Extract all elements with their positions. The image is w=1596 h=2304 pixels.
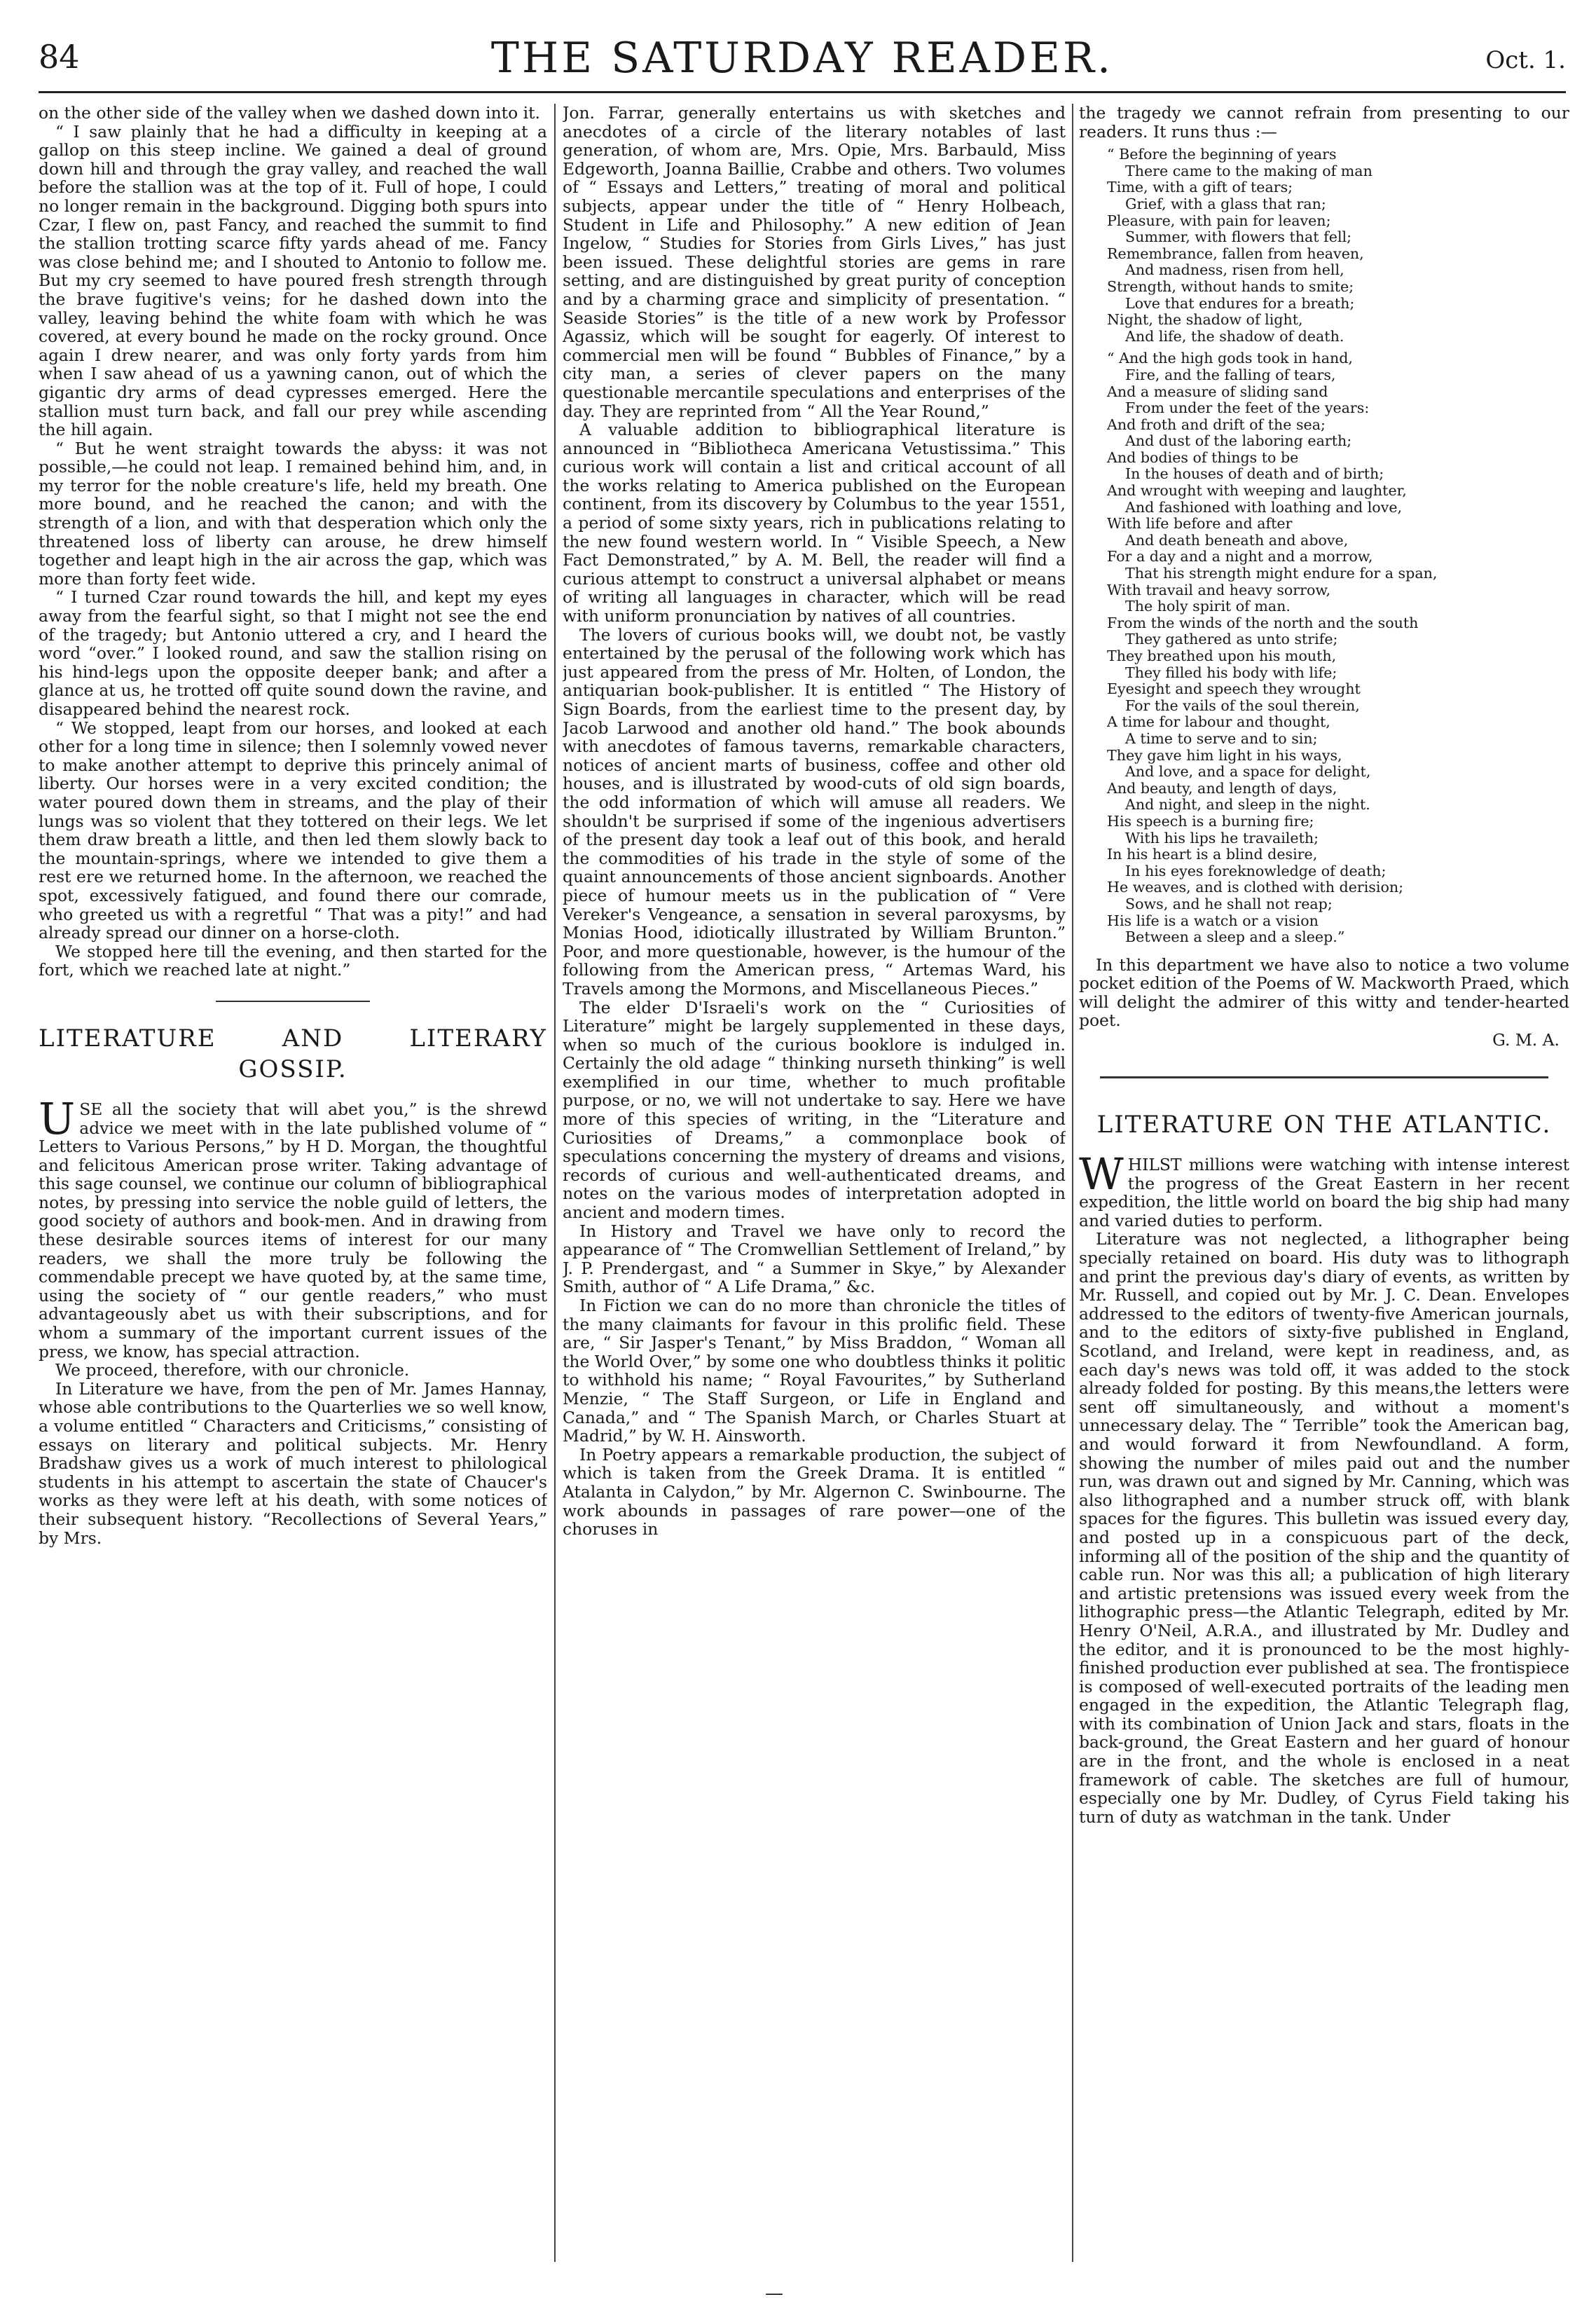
poem-line: That his strength might endure for a span, [1125,565,1438,582]
article-paragraph: We stopped here till the evening, and then started for the fort, which we reached late at night.” [39,941,547,980]
article-paragraph: on the other side of the valley when we dashed down into it. [39,104,540,123]
section-heading: LITERATURE AND LITERARY GOSSIP. [39,1024,547,1083]
article-paragraph: A valuable addition to bibliographical literature is announced in “Bibliotheca Americana Vetustissima.” This curious work will contain a list and critical account of all the works relating to America published on the European continent, from its discovery by Columbus to the year 1551, a period of some sixty years, rich in publications relating to the new found western world. In “ Visible Speech, a New Fact Demonstrated,” by A. M. Bell, the reader will find a curious attempt to construct a universal alphabet or means of writing all languages in character, which will be read with uniform pronunciation by natives of all countries. [563,420,1066,626]
article-paragraph: In Literature we have, from the pen of Mr. James Hannay, whose able contributions to the Quarterlies we so well know, a volume entitled “ Characters and Criticisms,” consisting of essays on literary and political subjects. Mr. Henry Bradshaw gives us a work of much interest to philological students in his attempt to ascertain the state of Chaucer's works as they were left at his death, with some notices of their subsequent history. “Recollections of Several Years,” by Mrs. [39,1378,547,1548]
section-separator [216,1001,370,1002]
column-divider [554,104,556,2262]
poem-line: Strength, without hands to smite; [1107,277,1354,295]
poem-line: His life is a watch or a vision [1107,912,1319,929]
poem-line: A time to serve and to sin; [1125,729,1318,747]
header-rule [39,91,1566,93]
article-paragraph: Jon. Farrar, generally entertains us with sketches and anecdotes of a circle of the literary notables of last generation, of whom are, Mrs. Opie, Mrs. Barbauld, Miss Edgeworth, Joanna Baillie, Crabbe and others. Two volumes of “ Essays and Letters,” treating of moral and political subjects, appear under the title of “ Henry Holbeach, Student in Life and Philosophy.” A new edition of Jean Ingelow, “ Studies for Stories from Girls Lives,” has just been issued. These delightful stories are gems in rare setting, and are distinguished by great purity of conception and by a charming grace and simplicity of presentation. “ Seaside Stories” is the title of a new work by Professor Agassiz, which will be sought for eagerly. Of interest to commercial men will be found “ Bubbles of Finance,” by a city man, a series of clever papers on the many questionable mercantile speculations and enterprises of the day. They are reprinted from “ All the Year Round,” [563,104,1066,421]
poem-line: They gathered as unto strife; [1125,631,1338,648]
drop-cap: U [39,1092,76,1144]
poem-line: And death beneath and above, [1125,531,1349,549]
article-paragraph: The elder D'Israeli's work on the “ Curiosities of Literature” might be largely supplemented in these days, when so much of the curious booklore is indulged in. Certainly the old adage “ thinking nurseth thinking” is well exemplified in our time, whether to much profitable purpose, or no, we will not undertake to say. Here we have more of this species of writing, in the “Literature and Curiosities of Dreams,” a commonplace book of speculations concerning the mystery of dreams and visions, records of curious and well-authenticated dreams, and notes on the various modes of interpretation adopted in ancient and modern times. [563,997,1066,1223]
article-paragraph [39,1092,547,1362]
poem-line: His speech is a burning fire; [1107,812,1314,830]
poem-line: With his lips he travaileth; [1125,829,1319,846]
poem-line: They filled his body with life; [1125,664,1337,681]
poem-line: “ Before the beginning of years [1107,146,1337,163]
poem-line: And dust of the laboring earth; [1125,432,1352,450]
poem-line: Fire, and the falling of tears, [1125,366,1336,383]
drop-cap: W [1079,1148,1124,1200]
article-paragraph: We proceed, therefore, with our chronicle. [55,1360,410,1380]
newspaper-title: THE SATURDAY READER. [490,34,1114,83]
issue-date: Oct. 1. [1485,46,1566,74]
poem-line: And night, and sleep in the night. [1125,796,1370,814]
poem-line: With life before and after [1107,515,1293,533]
article-paragraph: Literature was not neglected, a lithographer being specially retained on board. His duty was to lithograph and print the previous day's diary of events, as written by Mr. Russell, and copied out by Mr. J. C. Dean. Envelopes addressed to the editors of twenty-five American journals, and to the editors of sixty-five published in England, Scotland, and Ireland, were kept in readiness, and, as each day's news was told off, it was added to the stock already folded for posting. By this means,the letters were sent off simultaneously, and without a moment's unnecessary delay. The “ Terrible” took the American bag, and would forward it from Newfoundland. A form, showing the number of miles paid out and the number run, was drawn out and signed by Mr. Canning, which was also lithographed and a number struck off, with blank spaces for the figures. This bulletin was issued every day, and posted up in a conspicuous part of the deck, informing all of the position of the ship and the quantity of cable run. Nor was this all; a publication of high literary and artistic pretensions was issued every week from the lithographic press—the Atlantic Telegraph, edited by Mr. Henry O'Neil, A.R.A., and illustrated by Mr. Dudley and the editor, and it is pronounced to be the most highly-finished production ever published at sea. The frontispiece is composed of well-executed portraits of the leading men engaged in the expedition, the Atlantic Telegraph flag, with its combination of Union Jack and stars, floats in the back-ground, the Great Eastern and her guard of honour are in the front, and the whole is enclosed in a neat framework of cable. The sketches are full of humour, especially one by Mr. Dudley, of Cyrus Field taking his turn of duty as watchman in the tank. Under [1079,1229,1569,1827]
poem-line: With travail and heavy sorrow, [1107,581,1331,598]
masthead [39,28,1566,91]
article-paragraph [1079,1148,1569,1230]
article-paragraph: The lovers of curious books will, we doubt not, be vastly entertained by the perusal of the following work which has just appeared from the press of Mr. Holten, of London, the antiquarian book-publisher. It is entitled “ The History of Sign Boards, from the earliest time to the present day, by Jacob Larwood and another old hand.” The book abounds with anecdotes of famous taverns, remarkable characters, notices of ancient marts of business, coffee and other old houses, and is illustrated by wood-cuts of old sign boards, the odd information of which will amuse all readers. We shouldn't be surprised if some of the ingenious advertisers of the present day took a leaf out of this book, and herald the commodities of his trade in the style of some of the quaint announcements of those ancient signboards. Another piece of humour meets us in the publication of “ Vere Vereker's Vengeance, a sensation in several paroxysms, by Monias Hood, idiotically illustrated by William Brunton.” Poor, and more questionable, however, is the humour of the following from the American press, “ Artemas Ward, his Travels among the Mormons, and Miscellaneous Pieces.” [563,624,1066,999]
article-paragraph: In Poetry appears a remarkable production, the subject of which is taken from the Greek Drama. It is entitled “ Atalanta in Calydon,” by Mr. Algernon C. Swinbourne. The work abounds in passages of rare power—one of the choruses in [563,1444,1066,1540]
author-signature: G. M. A. [1492,1030,1560,1050]
paragraph-text: HILST millions were watching with intense interest the progress of the Great Eastern in her recent expedition, the little world on board the big ship had many and varied duties to perform. [1079,1155,1569,1230]
section-heading: LITERATURE ON THE ATLANTIC. [1096,1111,1552,1139]
article-paragraph: In this department we have also to notice a two volume pocket edition of the Poems of W. Mackworth Praed, which will delight the admirer of this witty and tender-hearted poet. [1079,954,1569,1031]
poem-line: Remembrance, fallen from heaven, [1107,245,1364,262]
column-2 [563,104,1066,2262]
poem-line: And froth and drift of the sea; [1107,416,1326,433]
poem-line: They gave him light in his ways, [1107,746,1342,764]
page-number: 84 [39,38,80,76]
poem-line: Sows, and he shall not reap; [1125,895,1333,912]
poem-line: In his heart is a blind desire, [1107,846,1318,863]
poem-line: Time, with a gift of tears; [1107,179,1293,196]
poem-line: “ And the high gods took in hand, [1107,350,1353,367]
column-3 [1079,104,1569,2262]
article-paragraph: “ I turned Czar round towards the hill, and kept my eyes away from the fearful sight, so that I might not see the end of the tragedy; but Antonio uttered a cry, and I heard the word “over.” I looked round, and saw the stallion rising on his hind-legs upon the opposite deeper bank; and after a glance at us, he trotted off quite sound down the ravine, and disappeared behind the nearest rock. [39,587,547,719]
poem-line: And love, and a space for delight, [1125,763,1371,781]
poem-line: Between a sleep and a sleep.” [1125,928,1345,946]
poem-block [1107,146,1569,946]
column-1 [39,104,547,2262]
poem-line: Night, the shadow of light, [1107,311,1303,329]
footer-mark: — [765,2283,783,2304]
poem-line: There came to the making of man [1125,162,1373,179]
poem-line: And beauty, and length of days, [1107,779,1337,797]
poem-line: From the winds of the north and the south [1107,614,1419,631]
poem-line: A time for labour and thought, [1107,713,1330,731]
poem-line: For a day and a night and a morrow, [1107,548,1373,565]
poem-line: And bodies of things to be [1107,448,1299,466]
column-divider [1072,104,1073,2262]
article-paragraph: In History and Travel we have only to record the appearance of “ The Cromwellian Settlement of Ireland,” by J. P. Prendergast, and “ a Summer in Skye,” by Alexander Smith, author of “ A Life Drama,” &c. [563,1221,1066,1297]
poem-line: And a measure of sliding sand [1107,383,1328,400]
poem-line: The holy spirit of man. [1125,598,1291,615]
poem-line: Summer, with flowers that fell; [1125,228,1352,246]
poem-line: Love that endures for a breath; [1125,294,1355,312]
poem-line: From under the feet of the years: [1125,399,1370,417]
poem-line: And fashioned with loathing and love, [1125,498,1403,516]
poem-line: Pleasure, with pain for leaven; [1107,212,1331,229]
paragraph-text: SE all the society that will abet you,” is the shrewd advice we meet with in the late published volume of “ Letters to Various Persons,” by H D. Morgan, the thoughtful and felicitous American prose writer. Taking advantage of this sage counsel, we continue our column of bibliographical notes, by pressing into service the noble guild of letters, the good society of authors and book-men. And in drawing from these desirable sources items of interest for our many readers, we shall the more truly be following the commendable precept we have quoted by, at the same time, using the society of “ our gentle readers,” who must advantageously abet us with their subscriptions, and for whom a summary of the important current issues of the press, we know, has special attraction. [39,1099,547,1362]
poem-line: And life, the shadow of death. [1125,327,1344,345]
article-paragraph: “ But he went straight towards the abyss: it was not possible,—he could not leap. I remained behind him, and, in my terror for the noble creature's life, held my breath. One more bound, and he reached the canon; and with the strength of a lion, and with that desperation which only the threatened loss of liberty can arouse, he drew himself together and leapt high in the air across the gap, which was more than forty feet wide. [39,438,547,589]
section-separator [1100,1076,1548,1078]
poem-line: They breathed upon his mouth, [1107,647,1337,664]
article-paragraph: “ We stopped, leapt from our horses, and looked at each other for a long time in silence; then I solemnly vowed never to make another attempt to deprive this princely animal of liberty. Our horses were in a very excited condition; the water poured down them in streams, and the play of their lungs was so violent that they tottered on their legs. We let them draw breath a little, and then led them slowly back to the mountain-springs, where we intended to give them a rest ere we returned home. In the afternoon, we reached the spot, excessively fatigued, and found there our comrade, who greeted us with a regretful “ That was a pity!” and had already spread our dinner on a horse-cloth. [39,718,547,943]
poem-line: In the houses of death and of birth; [1125,465,1384,483]
poem-line: And madness, risen from hell, [1125,261,1344,279]
article-paragraph: “ I saw plainly that he had a difficulty in keeping at a gallop on this steep incline. We gained a deal of ground down hill and through the gray valley, and reached the wall before the stallion was at the top of it. Full of hope, I could no longer remain in the background. Digging both spurs into Czar, I flew on, past Fancy, and reached the summit to find the stallion trotting scarce fifty yards ahead of me. Fancy was close behind me; and I shouted to Antonio to follow me. But my cry seemed to have poured fresh strength through the brave fugitive's veins; for he dashed down into the valley, leaving behind the white foam with which he was covered, at every bound he made on the rocky ground. Once again I drew nearer, and was only forty yards from him when I saw ahead of us a yawning canon, out of which the gigantic dry arms of dead cypresses emerged. Here the stallion must turn back, and fall our prey while ascending the hill again. [39,121,547,440]
poem-line: Eyesight and speech they wrought [1107,680,1361,698]
poem-line: In his eyes foreknowledge of death; [1125,862,1387,879]
poem-line: Grief, with a glass that ran; [1125,195,1326,212]
article-paragraph: In Fiction we can do no more than chronicle the titles of the many claimants for favour in this prolific field. These are, “ Sir Jasper's Tenant,” by Miss Braddon, “ Woman all the World Over,” by some one who doubtless thinks it politic to withhold his name; “ Royal Favourites,” by Sutherland Menzie, “ The Staff Surgeon, or Life in England and Canada,” and “ The Spanish March, or Charles Stuart at Madrid,” by W. H. Ainsworth. [563,1296,1066,1446]
poem-line: And wrought with weeping and laughter, [1107,482,1407,500]
poem-line: He weaves, and is clothed with derision; [1107,879,1404,896]
poem-line: For the vails of the soul therein, [1125,697,1360,714]
article-paragraph: the tragedy we cannot refrain from presenting to our readers. It runs thus :— [1079,104,1569,142]
